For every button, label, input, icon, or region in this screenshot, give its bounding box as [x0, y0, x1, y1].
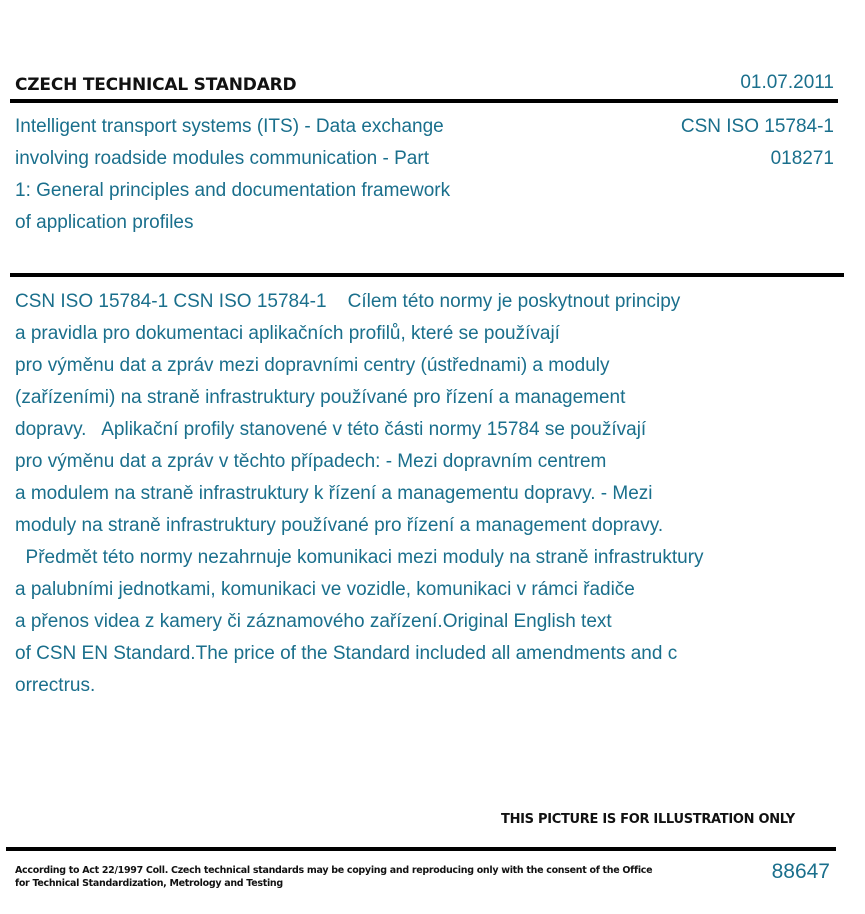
- description-line: pro výměnu dat a zpráv v těchto případech: - Mezi dopravním centrem: [15, 451, 607, 472]
- description-line: (zařízeními) na straně infrastruktury používané pro řízení a management: [15, 387, 626, 408]
- description-line: a přenos videa z kamery či záznamového zařízení.Original English text: [15, 611, 612, 632]
- title-divider: [10, 273, 844, 277]
- legal-notice: [15, 864, 652, 890]
- description-line: orrectrus.: [15, 675, 96, 696]
- description-line: moduly na straně infrastruktury používané pro řízení a management dopravy.: [15, 515, 664, 536]
- catalog-number: 018271: [770, 148, 834, 169]
- footer-divider: [6, 847, 836, 851]
- description-line: dopravy. Aplikační profily stanovené v této části normy 15784 se používají: [15, 419, 647, 440]
- document-number: 88647: [771, 860, 830, 883]
- publication-date: 01.07.2011: [740, 72, 834, 93]
- legal-notice-line: According to Act 22/1997 Coll. Czech technical standards may be copying and reproducing only with the consent of the Office: [15, 865, 653, 876]
- standard-code: CSN ISO 15784-1: [680, 116, 834, 137]
- description-line: a palubními jednotkami, komunikaci ve vozidle, komunikaci v rámci řadiče: [15, 579, 635, 600]
- document-header-title: CZECH TECHNICAL STANDARD: [15, 75, 297, 95]
- standard-title-line: 1: General principles and documentation framework: [15, 180, 451, 201]
- description-line: CSN ISO 15784-1 CSN ISO 15784-1 Cílem této normy je poskytnout principy: [15, 291, 681, 312]
- description-line: pro výměnu dat a zpráv mezi dopravními centry (ústřednami) a moduly: [15, 355, 610, 376]
- description-line: of CSN EN Standard.The price of the Standard included all amendments and c: [15, 643, 678, 664]
- standard-title-line: of application profiles: [15, 212, 194, 233]
- description-line: Předmět této normy nezahrnuje komunikaci mezi moduly na straně infrastruktury: [15, 547, 704, 568]
- legal-notice-line: for Technical Standardization, Metrology and Testing: [15, 878, 283, 889]
- description-line: a modulem na straně infrastruktury k řízení a managementu dopravy. - Mezi: [15, 483, 653, 504]
- standard-title-line: Intelligent transport systems (ITS) - Data exchange: [15, 116, 444, 137]
- standard-title-line: involving roadside modules communication - Part: [15, 148, 429, 169]
- illustration-note: THIS PICTURE IS FOR ILLUSTRATION ONLY: [501, 812, 795, 827]
- header-divider: [10, 99, 838, 103]
- description-line: a pravidla pro dokumentaci aplikačních profilů, které se používají: [15, 323, 560, 344]
